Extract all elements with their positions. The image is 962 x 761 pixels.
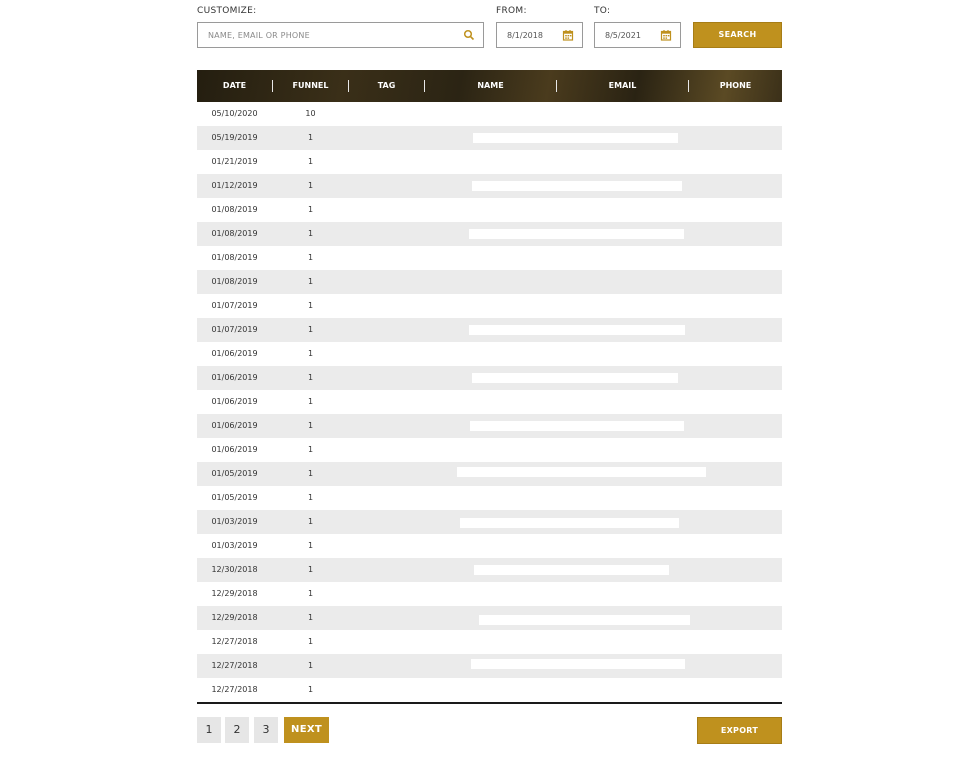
funnel-cell: 1 xyxy=(307,589,314,598)
date-cell: 01/03/2019 xyxy=(211,541,258,550)
redaction-bar xyxy=(460,518,679,528)
calendar-icon[interactable] xyxy=(660,29,672,41)
table-row[interactable] xyxy=(197,534,782,558)
date-cell: 01/08/2019 xyxy=(211,253,258,262)
funnel-cell: 10 xyxy=(305,109,316,118)
column-header-tag[interactable]: TAG xyxy=(377,81,396,90)
redaction-bar xyxy=(471,659,685,669)
column-header-name[interactable]: NAME xyxy=(477,81,504,90)
table-row[interactable] xyxy=(197,318,782,342)
table-row[interactable] xyxy=(197,606,782,630)
funnel-cell: 1 xyxy=(307,157,314,166)
page-3-button[interactable]: 3 xyxy=(254,717,278,743)
redaction-bar xyxy=(457,467,706,477)
funnel-cell: 1 xyxy=(307,277,314,286)
table-row[interactable] xyxy=(197,246,782,270)
funnel-cell: 1 xyxy=(307,685,314,694)
date-cell: 01/12/2019 xyxy=(211,181,258,190)
date-cell: 01/06/2019 xyxy=(211,445,258,454)
date-cell: 01/05/2019 xyxy=(211,493,258,502)
date-cell: 01/06/2019 xyxy=(211,421,258,430)
funnel-cell: 1 xyxy=(307,637,314,646)
date-cell: 01/07/2019 xyxy=(211,301,258,310)
to-date-field[interactable] xyxy=(594,22,681,48)
page-2-button[interactable]: 2 xyxy=(225,717,249,743)
date-cell: 01/06/2019 xyxy=(211,373,258,382)
funnel-cell: 1 xyxy=(307,205,314,214)
date-cell: 01/07/2019 xyxy=(211,325,258,334)
from-date-field[interactable] xyxy=(496,22,583,48)
date-cell: 05/10/2020 xyxy=(211,109,258,118)
table-row[interactable] xyxy=(197,558,782,582)
column-header-email[interactable]: EMAIL xyxy=(608,81,637,90)
table-row[interactable] xyxy=(197,222,782,246)
funnel-cell: 1 xyxy=(307,181,314,190)
table-bottom-border xyxy=(197,702,782,704)
funnel-cell: 1 xyxy=(307,565,314,574)
redaction-bar xyxy=(472,181,682,191)
to-label: TO: xyxy=(594,6,611,16)
date-cell: 12/29/2018 xyxy=(211,613,258,622)
date-cell: 01/05/2019 xyxy=(211,469,258,478)
funnel-cell: 1 xyxy=(307,661,314,670)
table-row[interactable] xyxy=(197,582,782,606)
calendar-icon[interactable] xyxy=(562,29,574,41)
table-row[interactable] xyxy=(197,270,782,294)
date-cell: 01/08/2019 xyxy=(211,277,258,286)
funnel-cell: 1 xyxy=(307,325,314,334)
column-header-funnel[interactable]: FUNNEL xyxy=(292,81,329,90)
from-label: FROM: xyxy=(496,6,527,16)
date-cell: 01/06/2019 xyxy=(211,397,258,406)
funnel-cell: 1 xyxy=(307,517,314,526)
table-row[interactable] xyxy=(197,150,782,174)
table-row[interactable] xyxy=(197,102,782,126)
redaction-bar xyxy=(474,565,669,575)
redaction-bar xyxy=(479,615,690,625)
funnel-cell: 1 xyxy=(307,541,314,550)
funnel-cell: 1 xyxy=(307,349,314,358)
date-cell: 01/08/2019 xyxy=(211,205,258,214)
table-row[interactable] xyxy=(197,198,782,222)
column-header-phone[interactable]: PHONE xyxy=(719,81,752,90)
redaction-bar xyxy=(473,133,678,143)
funnel-cell: 1 xyxy=(307,133,314,142)
funnel-cell: 1 xyxy=(307,445,314,454)
funnel-cell: 1 xyxy=(307,421,314,430)
to-date-value: 8/5/2021 xyxy=(605,31,641,40)
funnel-cell: 1 xyxy=(307,493,314,502)
table-row[interactable] xyxy=(197,678,782,702)
date-cell: 12/27/2018 xyxy=(211,685,258,694)
search-button[interactable]: SEARCH xyxy=(693,22,782,48)
funnel-cell: 1 xyxy=(307,469,314,478)
table-row[interactable] xyxy=(197,366,782,390)
table-row[interactable] xyxy=(197,438,782,462)
table-row[interactable] xyxy=(197,342,782,366)
table-header xyxy=(197,70,782,102)
table-row[interactable] xyxy=(197,486,782,510)
table-row[interactable] xyxy=(197,414,782,438)
table-row[interactable] xyxy=(197,462,782,486)
funnel-cell: 1 xyxy=(307,229,314,238)
export-button[interactable]: EXPORT xyxy=(697,717,782,744)
date-cell: 12/30/2018 xyxy=(211,565,258,574)
date-cell: 01/03/2019 xyxy=(211,517,258,526)
date-cell: 12/27/2018 xyxy=(211,661,258,670)
funnel-cell: 1 xyxy=(307,397,314,406)
next-page-button[interactable]: NEXT xyxy=(284,717,329,743)
date-cell: 01/08/2019 xyxy=(211,229,258,238)
search-placeholder: NAME, EMAIL OR PHONE xyxy=(208,31,310,40)
funnel-cell: 1 xyxy=(307,613,314,622)
date-cell: 01/06/2019 xyxy=(211,349,258,358)
redaction-bar xyxy=(470,421,684,431)
redaction-bar xyxy=(472,373,678,383)
date-cell: 12/27/2018 xyxy=(211,637,258,646)
table-body xyxy=(197,102,782,702)
page-1-button[interactable]: 1 xyxy=(197,717,221,743)
table-row[interactable] xyxy=(197,126,782,150)
date-cell: 12/29/2018 xyxy=(211,589,258,598)
funnel-cell: 1 xyxy=(307,301,314,310)
column-header-date[interactable]: DATE xyxy=(222,81,247,90)
date-cell: 05/19/2019 xyxy=(211,133,258,142)
table-row[interactable] xyxy=(197,294,782,318)
funnel-cell: 1 xyxy=(307,253,314,262)
date-cell: 01/21/2019 xyxy=(211,157,258,166)
customize-label: CUSTOMIZE: xyxy=(197,6,257,16)
table-row[interactable] xyxy=(197,510,782,534)
table-row[interactable] xyxy=(197,174,782,198)
redaction-bar xyxy=(469,229,684,239)
funnel-cell: 1 xyxy=(307,373,314,382)
table-row[interactable] xyxy=(197,630,782,654)
redaction-bar xyxy=(469,325,685,335)
search-icon[interactable] xyxy=(463,29,475,41)
table-row[interactable] xyxy=(197,654,782,678)
search-field[interactable] xyxy=(197,22,484,48)
table-row[interactable] xyxy=(197,390,782,414)
from-date-value: 8/1/2018 xyxy=(507,31,543,40)
